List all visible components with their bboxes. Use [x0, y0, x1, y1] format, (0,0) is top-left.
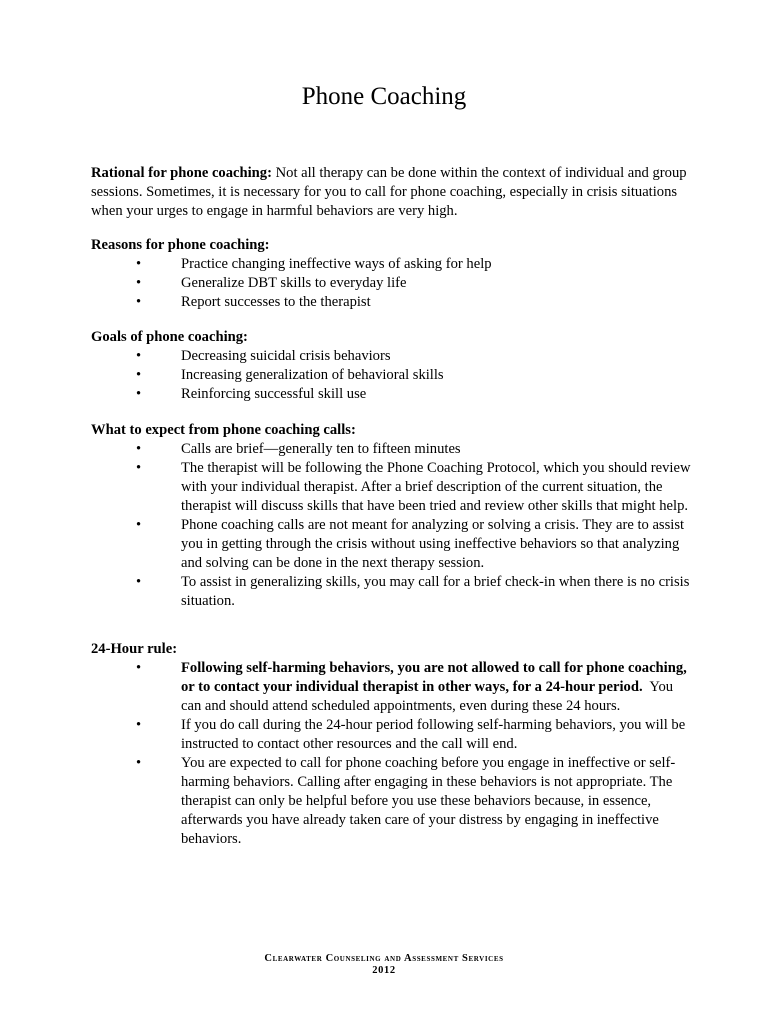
list-item	[91, 659, 691, 716]
bullet-icon: •	[136, 755, 142, 771]
list-item-text: To assist in generalizing skills, you may call for a brief check-in when there is no crisis situation.	[181, 574, 690, 609]
goals-list	[91, 347, 691, 404]
bullet-icon: •	[136, 386, 142, 402]
bullet-icon: •	[136, 441, 142, 457]
rule-heading: 24-Hour rule:	[91, 641, 178, 657]
rule-item-text: You can and should attend scheduled appointments, even during these 24 hours.	[181, 679, 677, 714]
list-item-text: Generalize DBT skills to everyday life	[181, 275, 407, 291]
list-item	[91, 440, 691, 459]
list-item	[91, 347, 691, 366]
expect-list	[91, 440, 691, 611]
list-item-text: Practice changing ineffective ways of asking for help	[181, 256, 492, 272]
list-item	[91, 255, 691, 274]
bullet-icon: •	[136, 517, 142, 533]
list-item	[91, 274, 691, 293]
footer-organization: Clearwater Counseling and Assessment Services	[264, 953, 504, 964]
list-item	[91, 573, 691, 611]
list-item-text: Calls are brief—generally ten to fifteen minutes	[181, 441, 461, 457]
intro-label: Rational for phone coaching:	[91, 165, 272, 181]
intro-paragraph	[91, 164, 691, 221]
list-item-text: Decreasing suicidal crisis behaviors	[181, 348, 391, 364]
bullet-icon: •	[136, 275, 142, 291]
bullet-icon: •	[136, 574, 142, 590]
list-item	[91, 716, 691, 754]
list-item	[91, 516, 691, 573]
bullet-icon: •	[136, 367, 142, 383]
list-item-text: If you do call during the 24-hour period following self-harming behaviors, you will be instructed to contact other resources and the call will end.	[181, 717, 686, 752]
bullet-icon: •	[136, 348, 142, 364]
goals-section	[91, 328, 691, 404]
list-item-text: Increasing generalization of behavioral skills	[181, 367, 444, 383]
bullet-icon: •	[136, 460, 142, 476]
expect-heading: What to expect from phone coaching calls:	[91, 422, 356, 438]
reasons-section	[91, 236, 691, 312]
bullet-icon: •	[136, 717, 142, 733]
bullet-icon: •	[136, 660, 142, 676]
list-item-text: Phone coaching calls are not meant for analyzing or solving a crisis. They are to assist you in getting through the crisis without using ineffective behaviors so that analyzing and solving can be done in the next therapy session.	[181, 517, 685, 571]
reasons-list	[91, 255, 691, 312]
list-item	[91, 385, 691, 404]
bullet-icon: •	[136, 256, 142, 272]
list-item-text: The therapist will be following the Phone Coaching Protocol, which you should review with your individual therapist. After a brief description of the current situation, the therapist will discuss skills that have been tried and review other skills that might help.	[181, 460, 691, 514]
footer-year: 2012	[372, 965, 396, 976]
list-item-text: You are expected to call for phone coaching before you engage in ineffective or self-harming behaviors. Calling after engaging in these behaviors is not appropriate. The therapist can only be helpful before you use these behaviors because, in essence, afterwards you have already taken care of your distress by engaging in ineffective behaviors.	[181, 755, 676, 847]
rule-item-bold-text: Following self-harming behaviors, you are not allowed to call for phone coaching, or to contact your individual therapist in other ways, for a 24-hour period.	[181, 660, 687, 695]
page-title: Phone Coaching	[301, 83, 467, 110]
expect-section	[91, 421, 691, 611]
rule-section	[91, 640, 691, 849]
intro-text: Not all therapy can be done within the context of individual and group sessions. Sometimes, it is necessary for you to call for phone coaching, especially in crisis situations when your urges to engage in harmful behaviors are very high.	[91, 165, 687, 219]
list-item	[91, 459, 691, 516]
list-item	[91, 754, 691, 849]
rule-list	[91, 659, 691, 849]
list-item-text: Reinforcing successful skill use	[181, 386, 367, 402]
bullet-icon: •	[136, 294, 142, 310]
goals-heading: Goals of phone coaching:	[91, 329, 248, 345]
reasons-heading: Reasons for phone coaching:	[91, 237, 270, 253]
list-item	[91, 366, 691, 385]
page-footer	[0, 953, 768, 977]
list-item-text: Report successes to the therapist	[181, 294, 371, 310]
list-item	[91, 293, 691, 312]
